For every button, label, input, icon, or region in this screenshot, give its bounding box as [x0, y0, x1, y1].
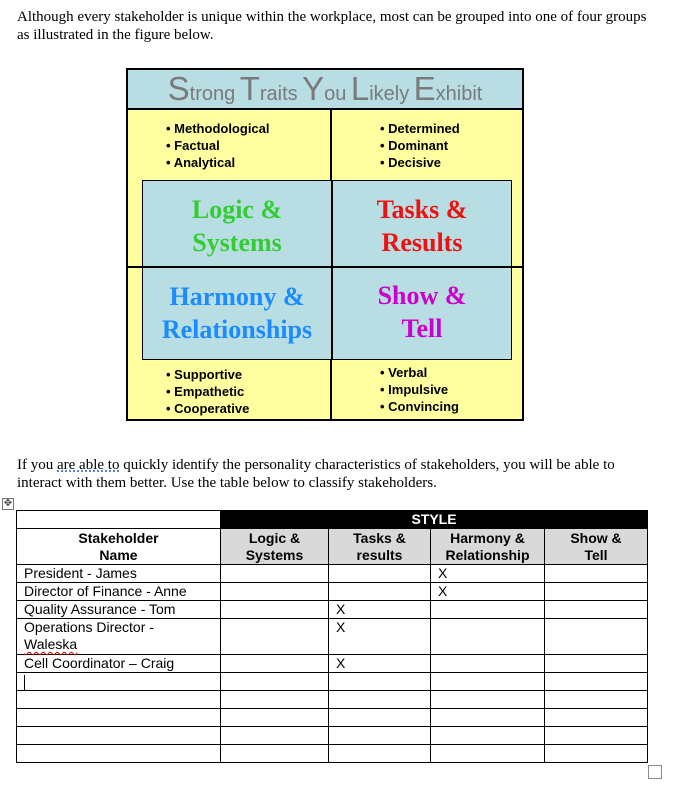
trait-item: • Decisive	[380, 154, 460, 171]
style-mark-cell[interactable]	[221, 583, 329, 601]
style-column-header: Logic & Systems	[221, 529, 329, 565]
style-mark-cell[interactable]	[431, 655, 545, 673]
title-word: Exhibit	[413, 70, 483, 107]
table-row	[17, 619, 648, 655]
trait-item: • Convincing	[380, 398, 459, 415]
body-paragraph: If you are able to quickly identify the personality characteristics of stakeholders, you will be able to interact with them better. Use the table below to classify stakeholders.	[17, 457, 615, 491]
stakeholder-name-cell[interactable]	[17, 673, 221, 691]
style-mark-cell[interactable]	[221, 655, 329, 673]
style-header: STYLE	[221, 511, 648, 529]
style-mark-cell[interactable]	[431, 709, 545, 727]
stakeholder-name-cell[interactable]: Director of Finance - Anne	[17, 583, 221, 601]
table-row	[17, 565, 648, 583]
trait-item: • Verbal	[380, 364, 459, 381]
style-mark-cell[interactable]	[545, 673, 648, 691]
table-row	[17, 655, 648, 673]
title-word: You	[302, 70, 347, 107]
style-mark-cell[interactable]	[221, 619, 329, 655]
quadrant-show-tell: Show & Tell	[377, 281, 467, 343]
style-mark-cell[interactable]	[221, 745, 329, 763]
style-mark-cell[interactable]	[431, 673, 545, 691]
stakeholder-classification-table	[16, 510, 648, 763]
style-mark-cell[interactable]: X	[329, 655, 431, 673]
title-word: Likely	[350, 70, 410, 107]
style-mark-cell[interactable]: X	[431, 583, 545, 601]
stakeholder-name-cell[interactable]: Cell Coordinator – Craig	[17, 655, 221, 673]
style-mark-cell[interactable]	[221, 691, 329, 709]
style-mark-cell[interactable]	[431, 727, 545, 745]
traits-bottom-left	[166, 366, 249, 417]
traits-top-left	[166, 120, 270, 171]
stakeholder-name-cell[interactable]	[17, 691, 221, 709]
table-row	[17, 709, 648, 727]
style-mark-cell[interactable]	[221, 565, 329, 583]
style-mark-cell[interactable]	[329, 727, 431, 745]
table-move-handle-icon[interactable]: ✥	[3, 498, 13, 509]
style-mark-cell[interactable]	[329, 691, 431, 709]
table-row	[17, 727, 648, 745]
traits-top-right	[380, 120, 460, 171]
style-mark-cell[interactable]: X	[329, 619, 431, 655]
stakeholder-name-cell[interactable]: Quality Assurance - Tom	[17, 601, 221, 619]
trait-item: • Factual	[166, 137, 270, 154]
traits-bottom-right	[380, 364, 459, 415]
trait-item: • Determined	[380, 120, 460, 137]
style-mark-cell[interactable]	[221, 709, 329, 727]
title-word: Traits	[239, 70, 298, 107]
trait-item: • Dominant	[380, 137, 460, 154]
style-mark-cell[interactable]	[545, 709, 648, 727]
stakeholder-name-cell[interactable]	[17, 709, 221, 727]
stakeholder-quadrant-figure	[126, 68, 524, 421]
style-mark-cell[interactable]	[221, 601, 329, 619]
trait-item: • Supportive	[166, 366, 249, 383]
style-mark-cell[interactable]	[329, 565, 431, 583]
style-mark-cell[interactable]	[329, 673, 431, 691]
style-mark-cell[interactable]	[545, 619, 648, 655]
table-row	[17, 601, 648, 619]
stakeholder-name-header: Stakeholder Name	[17, 529, 221, 565]
quadrant-logic-systems: Logic & Systems	[191, 195, 283, 257]
table-row	[17, 673, 648, 691]
table-resize-handle[interactable]	[648, 765, 662, 779]
text-cursor	[24, 675, 25, 690]
spellcheck-flagged-text: Waleska	[24, 636, 78, 652]
style-mark-cell[interactable]	[431, 691, 545, 709]
stakeholder-name-cell[interactable]: President - James	[17, 565, 221, 583]
trait-item: • Empathetic	[166, 383, 249, 400]
style-mark-cell[interactable]	[545, 655, 648, 673]
stakeholder-name-cell[interactable]	[17, 727, 221, 745]
trait-item: • Impulsive	[380, 381, 459, 398]
style-mark-cell[interactable]	[545, 601, 648, 619]
style-mark-cell[interactable]	[545, 745, 648, 763]
style-mark-cell[interactable]	[545, 691, 648, 709]
style-mark-cell[interactable]	[329, 745, 431, 763]
figure-title	[128, 70, 522, 110]
trait-item: • Analytical	[166, 154, 270, 171]
style-mark-cell[interactable]	[431, 601, 545, 619]
style-column-header: Show & Tell	[545, 529, 648, 565]
grammar-flagged-text: are able to	[57, 457, 120, 473]
stakeholder-name-cell[interactable]	[17, 745, 221, 763]
table-row	[17, 691, 648, 709]
trait-item: • Methodological	[166, 120, 270, 137]
quadrant-center-box	[142, 180, 512, 360]
style-mark-cell[interactable]: X	[329, 601, 431, 619]
style-mark-cell[interactable]	[545, 727, 648, 745]
intro-paragraph: Although every stakeholder is unique within the workplace, most can be grouped into one of four groups as illustrated in the figure below.	[17, 9, 647, 43]
style-column-header: Tasks & results	[329, 529, 431, 565]
style-mark-cell[interactable]	[545, 565, 648, 583]
style-mark-cell[interactable]	[329, 709, 431, 727]
style-mark-cell[interactable]	[431, 619, 545, 655]
style-mark-cell[interactable]	[545, 583, 648, 601]
quadrant-tasks-results: Tasks & Results	[376, 195, 468, 257]
style-mark-cell[interactable]	[221, 673, 329, 691]
style-column-header: Harmony & Relationship	[431, 529, 545, 565]
style-mark-cell[interactable]	[431, 745, 545, 763]
style-mark-cell[interactable]	[329, 583, 431, 601]
title-word: Strong	[167, 70, 236, 107]
quadrant-harmony-relationships: Harmony & Relationships	[161, 282, 313, 344]
table-row	[17, 583, 648, 601]
stakeholder-name-cell[interactable]: Operations Director - Waleska	[17, 619, 221, 655]
style-mark-cell[interactable]: X	[431, 565, 545, 583]
center-horizontal-divider	[143, 266, 511, 268]
table-corner-cell[interactable]	[17, 511, 221, 529]
table-row	[17, 745, 648, 763]
trait-item: • Cooperative	[166, 400, 249, 417]
style-mark-cell[interactable]	[221, 727, 329, 745]
